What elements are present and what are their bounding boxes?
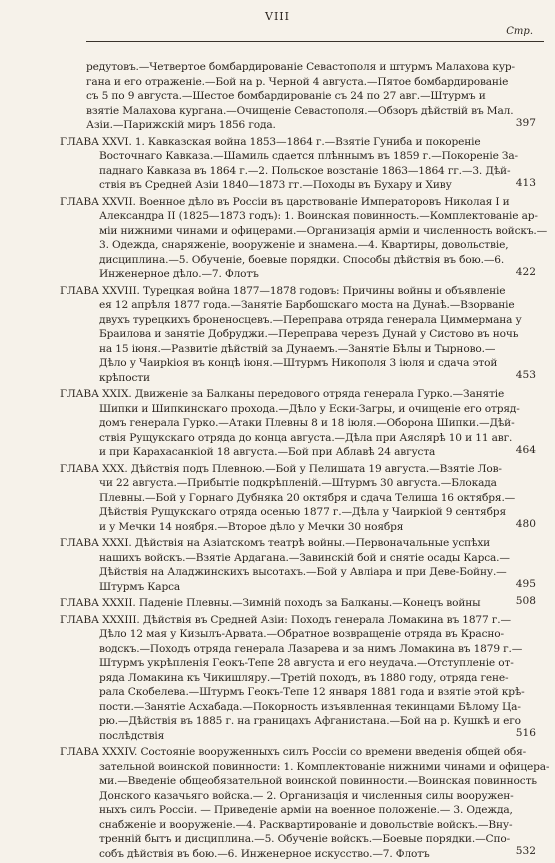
toc-line: взятіе Малахова кургана.—Очищеніе Севастополя.—Обзоръ дѣйствій въ Мал. bbox=[86, 104, 514, 117]
toc-page-number: 532 bbox=[515, 845, 536, 857]
toc-page-number: 495 bbox=[515, 578, 536, 590]
toc-line: 3. Одежда, снаряженіе, вооруженіе и знамена.—4. Квартиры, довольствіе, bbox=[99, 239, 509, 251]
toc-line: ми.—Введеніе общеобязательной воинской повинности.—Воинская повинность bbox=[99, 775, 537, 787]
toc-entry bbox=[60, 462, 536, 535]
toc-line: дисциплина.—5. Обученіе, боевые порядки. Способы дѣйствія въ бою.—6. bbox=[99, 253, 505, 266]
toc-line: и у Мечки 14 ноября.—Второе дѣло у Мечки 30 ноября bbox=[99, 520, 404, 533]
toc-line: ГЛАВА XXXIII. Дѣйствія въ Средней Азіи: Походъ генерала Ломакина въ 1877 г.— bbox=[60, 613, 511, 626]
page-column-label: Стр. bbox=[506, 26, 533, 37]
toc-line: Шипки и Шипкинскаго прохода.—Дѣло у Ески-Загры, и очищеніе его отряд- bbox=[99, 402, 520, 415]
toc-page-number: 480 bbox=[515, 518, 536, 530]
toc-entry bbox=[60, 387, 536, 460]
toc-line: ГЛАВА XXVIII. Турецкая война 1877—1878 годовъ: Причины войны и объявленіе bbox=[60, 284, 506, 297]
toc-line: Азіи.—Парижскій миръ 1856 года. bbox=[86, 119, 276, 131]
toc-line: ГЛАВА XXIX. Движеніе за Балканы передового отряда генерала Гурко.—Занятіе bbox=[60, 388, 505, 400]
toc-line: тренній бытъ и дисциплина.—5. Обученіе войскъ.—Боевые порядки.—Спо- bbox=[99, 833, 511, 845]
toc-page-number: 464 bbox=[515, 443, 536, 456]
toc-line: собъ дѣйствія въ бою.—6. Инженерное искусство.—7. Флотъ bbox=[99, 847, 430, 860]
toc-line: послѣдствія bbox=[99, 729, 165, 742]
toc-page-number: 397 bbox=[515, 116, 536, 129]
toc-line: ГЛАВА XXXII. Паденіе Плевны.—Зимній походъ за Балканы.—Конецъ войны bbox=[60, 597, 481, 609]
toc-line: ряда Ломакина къ Чикишляру.—Третій походъ, въ 1880 году, отряда гене- bbox=[99, 671, 509, 684]
toc-line: ствія Рущукскаго отряда до конца августа.—Дѣла при Аяслярѣ 10 и 11 авг. bbox=[99, 431, 513, 444]
page-number: VIII bbox=[265, 10, 290, 23]
toc-line: Александра II (1825—1873 годъ): 1. Воинская повинность.—Комплектованіе ар- bbox=[99, 210, 538, 222]
toc-line: домъ генерала Гурко.—Атаки Плевны 8 и 18 іюля.—Оборона Шипки.—Дѣй- bbox=[99, 417, 515, 429]
toc-line: на 15 іюня.—Развитіе дѣйствій за Дунаемъ.—Занятіе Бѣлы и Тырново.— bbox=[99, 342, 496, 355]
toc-line: Дѣло 12 мая у Кизылъ-Арвата.—Обратное возвращеніе отряда въ Красно- bbox=[99, 628, 504, 640]
toc-line: ГЛАВА XXXIV. Состояніе вооруженныхъ силъ Россіи со времени введенія общей обя- bbox=[60, 746, 527, 758]
toc-line: ГЛАВА XXX. Дѣйствія подъ Плевною.—Бой у Пелишата 19 августа.—Взятіе Лов- bbox=[60, 462, 502, 475]
toc-line: паднаго Кавказа въ 1864 г.—2. Польское возстаніе 1863—1864 гг.—3. Дѣй- bbox=[99, 164, 511, 177]
toc-entry bbox=[60, 195, 548, 282]
toc-line: гана и его отраженіе.—Бой на р. Черной 4 августа.—Пятое бомбардированіе bbox=[86, 75, 509, 88]
toc-line: снабженіе и вооруженіе.—4. Расквартированіе и довольствіе войскъ.—Вну- bbox=[99, 818, 513, 831]
toc-line: Дѣло у Чаирkioя въ концѣ іюня.—Штурмъ Никополя 3 іюля и сдача этой bbox=[99, 357, 498, 369]
toc-page-number: 422 bbox=[515, 265, 536, 278]
toc-line: нашихъ войскъ.—Взятіе Ардагана.—Завинскій бой и снятіе осады Карса.— bbox=[99, 551, 510, 564]
toc-line: водскъ.—Походъ отряда генерала Лазарева и за нимъ Ломакина въ 1879 г.— bbox=[99, 642, 523, 655]
toc-line: крѣпости bbox=[99, 371, 150, 384]
toc-line: рю.—Дѣйствія въ 1885 г. на границахъ Афганистана.—Бой на р. Кушкѣ и его bbox=[99, 715, 521, 727]
toc-page-number: 413 bbox=[515, 176, 536, 189]
toc-line: ствія въ Средней Азіи 1840—1873 гг.—Походы въ Бухару и Хиву bbox=[99, 179, 452, 191]
toc-line: ныхъ силъ Россіи. — Приведеніе арміи на военное положеніе.— 3. Одежда, bbox=[99, 804, 513, 816]
toc-entry bbox=[60, 536, 536, 594]
toc-line: Плевны.—Бой у Горнаго Дубняка 20 октября и сдача Телиша 16 октября.— bbox=[99, 491, 516, 504]
toc-entry bbox=[60, 135, 536, 193]
toc-line: рала Скобелева.—Штурмъ Геокъ-Тепе 12 января 1881 года и взятіе этой крѣ- bbox=[99, 686, 525, 698]
table-of-contents bbox=[60, 60, 550, 863]
toc-line: Донского казачьяго войска.— 2. Организація и численныя силы вооружен- bbox=[99, 789, 514, 802]
toc-line: ГЛАВА XXVI. 1. Кавказская война 1853—1864 г.—Взятіе Гуниба и покореніе bbox=[60, 135, 481, 148]
toc-line: ГЛАВА XXVII. Военное дѣло въ Россіи въ царствованіе Императоровъ Николая I и bbox=[60, 195, 510, 208]
toc-line: редутовъ.—Четвертое бомбардированіе Севастополя и штурмъ Малахова кур- bbox=[86, 61, 515, 73]
toc-line: чи 22 августа.—Прибытіе подкрѣпленій.—Штурмъ 30 августа.—Блокада bbox=[99, 477, 497, 489]
toc-line: съ 5 по 9 августа.—Шестое бомбардированіе съ 24 по 27 авг.—Штурмъ и bbox=[86, 90, 486, 102]
toc-line: пости.—Занятіе Асхабада.—Покорность изъявленная текинцами Бѣлому Ца- bbox=[99, 700, 521, 713]
toc-line: двухъ турецкихъ броненосцевъ.—Переправа отряда генерала Циммермана у bbox=[99, 313, 522, 326]
toc-line: Восточнаго Кавказа.—Шамиль сдается плѣннымъ въ 1859 г.—Покореніе За- bbox=[99, 150, 518, 162]
toc-entry bbox=[60, 284, 536, 386]
toc-line: ГЛАВА XXXI. Дѣйствія на Азіатскомъ театрѣ войны.—Первоначальные успѣхи bbox=[60, 537, 491, 549]
toc-line: зательной воинской повинности: 1. Комплектованіе нижними чинами и офицера- bbox=[99, 760, 550, 773]
toc-entry bbox=[60, 613, 536, 744]
toc-line: Дѣйствія на Аладжинскихъ высотахъ.—Бой у Авліара и при Деве-Бойну.— bbox=[99, 566, 507, 578]
toc-entry bbox=[86, 60, 536, 133]
toc-line: Инженерное дѣло.—7. Флотъ bbox=[99, 268, 259, 280]
toc-page-number: 453 bbox=[515, 369, 536, 381]
header-rule bbox=[86, 41, 544, 42]
toc-line: Дѣйствія Рущукскаго отряда осенью 1877 г.—Дѣла у Чаиркіой 9 сентября bbox=[99, 506, 506, 518]
toc-entry bbox=[60, 594, 536, 611]
toc-line: Браилова и занятіе Добруджи.—Переправа черезъ Дунай у Систово въ ночь bbox=[99, 328, 519, 340]
toc-entry bbox=[60, 745, 550, 861]
toc-page-number: 508 bbox=[515, 594, 536, 607]
toc-page-number: 516 bbox=[515, 727, 536, 739]
toc-line: міи нижними чинами и офицерами.—Организація арміи и численность войскъ.— bbox=[99, 224, 548, 237]
toc-line: Штурмъ Карса bbox=[99, 580, 181, 593]
toc-line: и при Карахасанкіой 18 августа.—Бой при Аблавѣ 24 августа bbox=[99, 446, 436, 458]
toc-line: ея 12 апрѣля 1877 года.—Занятіе Барбошскаго моста на Дунаѣ.—Взорваніе bbox=[99, 299, 515, 311]
toc-line: Штурмъ укрѣпленія Геокъ-Тепе 28 августа и его неудача.—Отступленіе от- bbox=[99, 657, 514, 669]
